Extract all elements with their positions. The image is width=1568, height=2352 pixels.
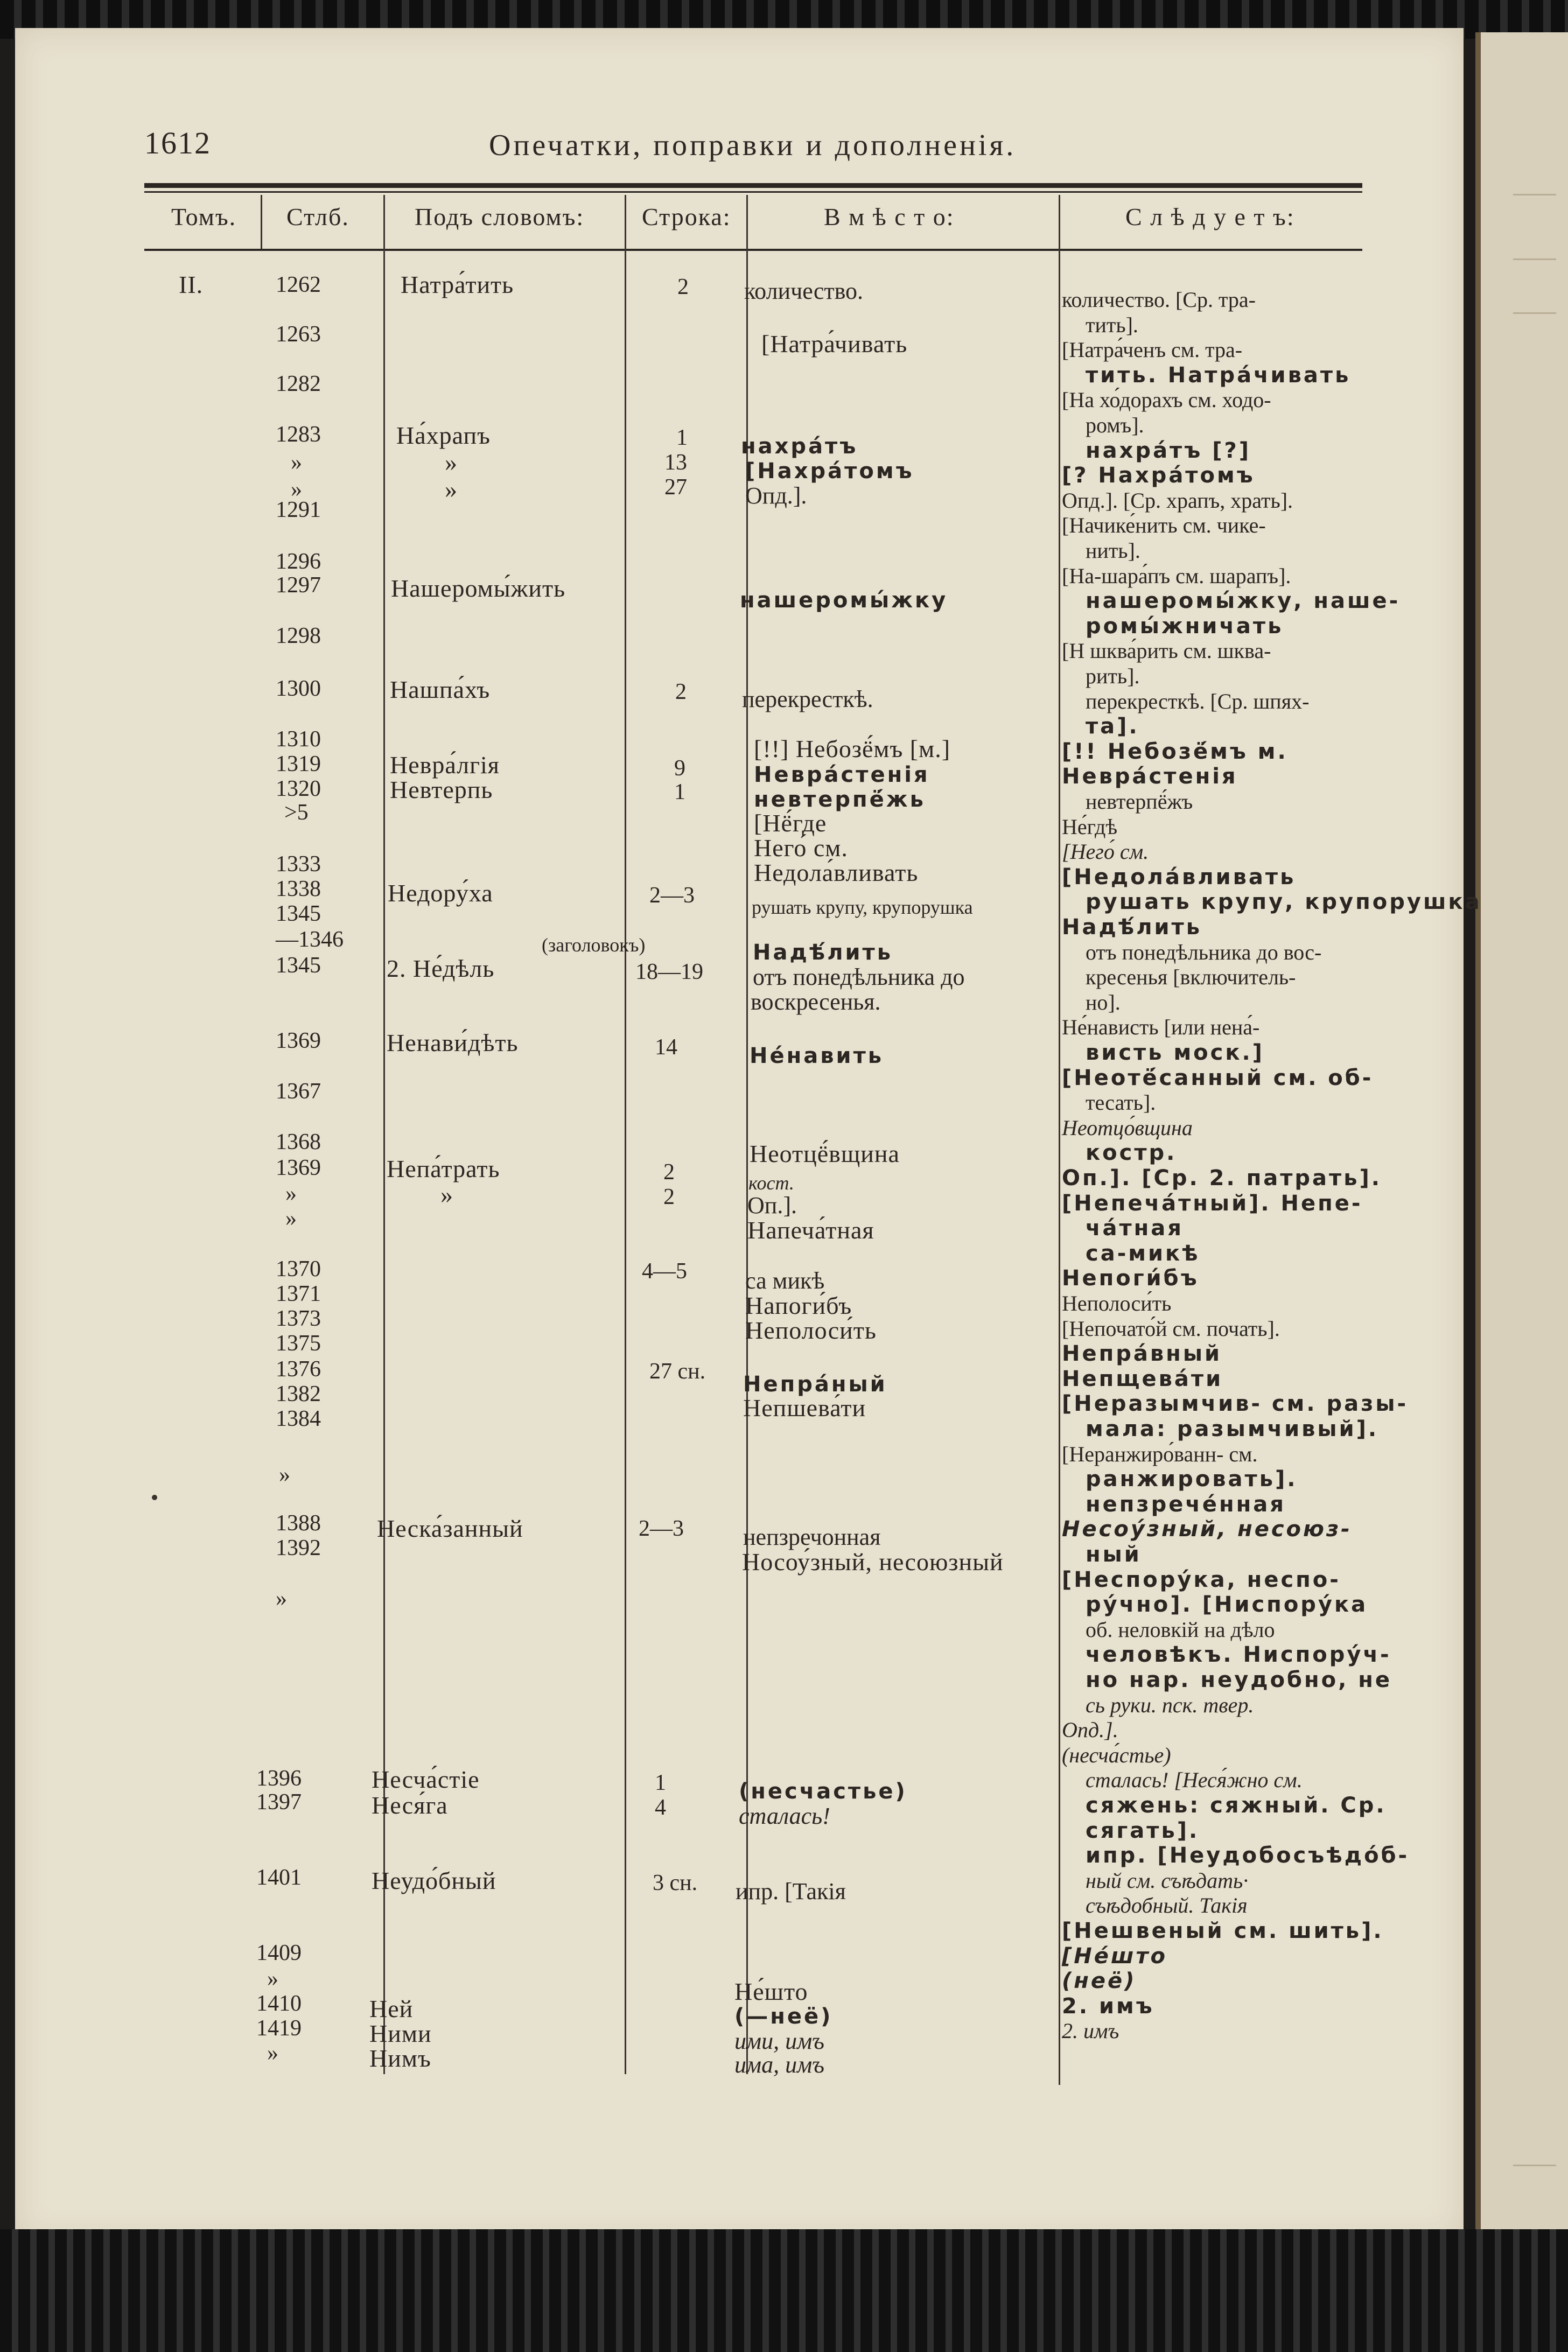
word-cell: Несча́стіе <box>372 1766 480 1793</box>
stlb-cell: 1368 <box>276 1130 321 1154</box>
should-be-line: об. неловкій на дѣло <box>1086 1618 1275 1642</box>
line-cell: 18—19 <box>635 960 703 984</box>
line-cell: 2—3 <box>639 1516 684 1541</box>
stlb-cell: 1382 <box>276 1382 321 1406</box>
instead-cell: рушать крупу, крупорушка <box>752 897 973 918</box>
line-cell: 2 <box>663 1160 675 1185</box>
should-be-line: [На-шара́пъ см. шарапъ]. <box>1062 564 1291 588</box>
should-be-line: ранжировать]. <box>1086 1467 1298 1492</box>
should-be-line: висть моск.] <box>1086 1040 1264 1065</box>
ink-dot <box>152 1495 157 1500</box>
should-be-line: са-микѣ <box>1086 1241 1200 1266</box>
line-cell: 4—5 <box>642 1259 687 1284</box>
should-be-line: костр. <box>1086 1140 1177 1165</box>
should-be-line: тить]. <box>1086 313 1138 337</box>
instead-cell: нашеромы́жку <box>740 588 948 613</box>
adjacent-page-edge <box>1475 32 1568 2240</box>
line-cell: 2 <box>663 1185 675 1209</box>
stlb-cell: 1373 <box>276 1306 321 1331</box>
stlb-cell: 1319 <box>276 752 321 776</box>
stlb-cell: 1375 <box>276 1331 321 1356</box>
instead-cell: невтерпё́жь <box>754 787 926 812</box>
stlb-cell: 1409 <box>256 1941 302 1965</box>
should-be-line: [Неотё́санный см. об- <box>1062 1066 1374 1090</box>
instead-cell: (—неё) <box>734 2004 833 2029</box>
stlb-cell: » <box>279 1462 290 1487</box>
should-be-line: нашеромы́жку, наше- <box>1086 589 1401 613</box>
word-cell: Неска́занный <box>377 1515 523 1542</box>
stlb-cell: 1376 <box>276 1357 321 1382</box>
stlb-cell: 1262 <box>276 272 321 297</box>
stlb-cell: 1345 <box>276 953 321 978</box>
stlb-cell: 1397 <box>256 1790 302 1815</box>
instead-cell: Не́навить <box>750 1044 884 1068</box>
stlb-cell: 1410 <box>256 1991 302 2016</box>
stlb-cell: 1392 <box>276 1536 321 1560</box>
should-be-line: (неё) <box>1062 1969 1137 1993</box>
should-be-line: ромы́жничать <box>1086 614 1284 639</box>
should-be-line: ча́тная <box>1086 1216 1184 1241</box>
should-be-line: [Неранжиро́ванн- см. <box>1062 1442 1258 1466</box>
column-divider <box>625 195 626 2074</box>
column-header-instead: В м ѣ с т о: <box>824 203 955 230</box>
instead-cell: количество. <box>744 278 864 304</box>
word-cell: Неудо́бный <box>372 1867 496 1894</box>
word-cell: » <box>445 449 458 476</box>
instead-cell: Напоги́бъ <box>745 1292 852 1319</box>
stlb-cell: —1346 <box>276 927 344 952</box>
column-header-stlb: Стлб. <box>286 203 349 230</box>
stlb-cell: » <box>291 477 302 502</box>
should-be-line: сягать]. <box>1086 1818 1200 1843</box>
line-cell: 2 <box>677 275 689 299</box>
word-cell: Ненави́дѣть <box>387 1029 519 1056</box>
word-cell: Непа́трать <box>387 1155 500 1182</box>
word-cell: На́храпъ <box>396 422 491 449</box>
should-be-line: [На хо́дорахъ см. ходо- <box>1062 388 1271 412</box>
instead-cell: [Натра́чивать <box>761 330 908 358</box>
column-divider <box>1059 195 1060 2085</box>
instead-cell: [Нахра́томъ <box>745 459 914 484</box>
should-be-line: невтерпё́жъ <box>1086 789 1193 814</box>
line-cell: 13 <box>664 450 687 475</box>
stlb-cell: » <box>267 2041 278 2066</box>
stlb-cell: 1291 <box>276 498 321 522</box>
word-cell: Натра́тить <box>401 271 514 298</box>
should-be-line: Неотцо́вщина <box>1062 1116 1193 1140</box>
line-cell: 4 <box>655 1795 666 1820</box>
instead-cell: Него́ см. <box>754 834 848 862</box>
word-cell: Невра́лгія <box>390 751 500 779</box>
instead-cell: непзречонная <box>743 1524 881 1550</box>
should-be-line: ромъ]. <box>1086 413 1144 437</box>
should-be-line: та]. <box>1086 714 1139 739</box>
should-be-line: рить]. <box>1086 664 1140 688</box>
page-header <box>144 125 1372 168</box>
should-be-line: Опд.]. [Ср. храпъ, храть]. <box>1062 488 1293 513</box>
column-header-line: Строка: <box>642 203 731 230</box>
instead-cell: ипр. [Такія <box>736 1878 846 1905</box>
stlb-cell: 1388 <box>276 1511 321 1536</box>
line-cell: 2 <box>675 680 687 704</box>
stlb-cell: 1370 <box>276 1257 321 1282</box>
should-be-line: ный см. съѣдать· <box>1086 1868 1249 1893</box>
scan-bottom-border <box>0 2229 1568 2352</box>
should-be-line: [!! Небозё́мъ м. <box>1062 739 1288 764</box>
should-be-line: рушать крупу, крупорушка <box>1086 890 1482 914</box>
instead-cell: Надѣ́лить <box>753 940 893 965</box>
should-be-line: Непоги́бъ <box>1062 1266 1199 1291</box>
line-cell: 27 сн. <box>649 1359 706 1384</box>
word-cell: Неся́га <box>372 1791 448 1819</box>
line-cell: 1 <box>676 425 688 450</box>
should-be-line: Надѣ́лить <box>1062 915 1202 940</box>
should-be-line: [Него́ см. <box>1062 839 1149 864</box>
word-cell: Невтерпь <box>390 776 493 803</box>
stlb-cell: 1369 <box>276 1028 321 1053</box>
instead-cell: кост. <box>748 1172 794 1194</box>
should-be-line: количество. [Ср. тра- <box>1062 288 1256 312</box>
column-divider <box>261 195 262 249</box>
should-be-line: [Неспору́ка, неспо- <box>1062 1567 1341 1592</box>
should-be-line: Не́гдѣ <box>1062 815 1118 839</box>
instead-cell: Непшева́ти <box>743 1394 866 1422</box>
should-be-line: Непщева́ти <box>1062 1367 1223 1391</box>
should-be-line: сь руки. пск. твер. <box>1086 1693 1254 1717</box>
should-be-line: сталась! [Неся́жно см. <box>1086 1768 1303 1792</box>
stlb-cell: 1283 <box>276 422 321 447</box>
stlb-cell: 1296 <box>276 549 321 574</box>
stlb-cell: 1367 <box>276 1079 321 1104</box>
stlb-cell: 1263 <box>276 322 321 347</box>
should-be-line: [? Нахра́томъ <box>1062 463 1255 488</box>
should-be-line: мала: разымчивый]. <box>1086 1417 1379 1441</box>
instead-cell: нахра́тъ <box>741 434 858 459</box>
stlb-cell: 1371 <box>276 1282 321 1306</box>
should-be-line: Непра́вный <box>1062 1341 1222 1366</box>
stlb-cell: 1320 <box>276 776 321 801</box>
stlb-cell: 1338 <box>276 877 321 901</box>
word-cell: » <box>445 475 458 503</box>
should-be-line: нить]. <box>1086 538 1140 563</box>
stlb-cell: » <box>276 1586 287 1611</box>
should-be-line: [Непочато́й см. почать]. <box>1062 1317 1280 1341</box>
instead-cell: ими, имъ <box>734 2028 824 2054</box>
header-rule-thin <box>144 191 1362 193</box>
stlb-cell: 1345 <box>276 901 321 926</box>
instead-cell: Напеча́тная <box>747 1216 874 1244</box>
line-cell: 1 <box>674 780 685 804</box>
page-number: 1612 <box>144 125 211 160</box>
should-be-line: тить. Натра́чивать <box>1086 363 1351 388</box>
heading-note: (заголовокъ) <box>542 934 646 956</box>
instead-cell: Неотцё́вщина <box>750 1140 900 1167</box>
should-be-line: сяжень: сяжный. Ср. <box>1086 1793 1387 1818</box>
should-be-line: Невра́стенія <box>1062 764 1238 789</box>
instead-cell: са микѣ <box>745 1268 825 1294</box>
instead-cell: (несчастье) <box>739 1779 907 1804</box>
word-cell: Ними <box>369 2020 432 2047</box>
should-be-line: ный <box>1086 1542 1142 1567</box>
instead-cell: отъ понедѣльника до <box>753 964 965 990</box>
should-be-line: тесать]. <box>1086 1090 1156 1115</box>
stlb-cell: » <box>267 1966 278 1991</box>
should-be-line: перекресткѣ. [Ср. шпях- <box>1086 689 1310 713</box>
word-cell: Ней <box>369 1995 414 2022</box>
should-be-line: (несча́стье) <box>1062 1743 1171 1767</box>
instead-cell: перекресткѣ. <box>742 686 873 712</box>
should-be-line: нахра́тъ [?] <box>1086 438 1251 463</box>
should-be-line: Несоу́зный, несоюз- <box>1062 1517 1352 1542</box>
should-be-line: человѣкъ. Ниспору́ч- <box>1086 1642 1391 1667</box>
word-cell: Нашпа́хъ <box>390 676 491 703</box>
instead-cell: Невра́стенія <box>754 762 930 787</box>
should-be-line: Опд.]. <box>1062 1718 1118 1742</box>
instead-cell: [Нё́где <box>754 809 827 837</box>
instead-cell: Оп.]. <box>747 1192 797 1219</box>
instead-cell: Недола́вливать <box>754 859 919 886</box>
stlb-cell: 1282 <box>276 372 321 396</box>
should-be-line: Неполоси́ть <box>1062 1291 1172 1315</box>
should-be-line: Не́нависть [или нена́- <box>1062 1015 1260 1039</box>
stlb-cell: 1297 <box>276 573 321 598</box>
stlb-cell: » <box>285 1181 297 1206</box>
word-cell: Нимъ <box>369 2045 431 2072</box>
stlb-cell: 1300 <box>276 676 321 701</box>
stlb-cell: 1396 <box>256 1766 302 1791</box>
instead-cell: [!!] Небозё́мъ [м.] <box>754 735 951 762</box>
column-header-rule <box>144 249 1362 251</box>
line-cell: 14 <box>655 1035 677 1060</box>
stlb-cell: 1401 <box>256 1865 302 1890</box>
word-cell: 2. Не́дѣль <box>387 955 495 982</box>
should-be-line: Оп.]. [Ср. 2. патрать]. <box>1062 1166 1382 1191</box>
word-cell: » <box>440 1181 453 1208</box>
line-cell: 3 сн. <box>653 1871 698 1895</box>
should-be-line: ипр. [Неудобосъѣдо́б- <box>1086 1843 1410 1868</box>
should-be-line: [Недола́вливать <box>1062 865 1296 890</box>
should-be-line: отъ понедѣльника до вос- <box>1086 940 1322 964</box>
should-be-line: кресенья [включитель- <box>1086 965 1296 989</box>
should-be-line: [Не́што <box>1062 1944 1168 1969</box>
should-be-line: [Натра́ченъ см. тра- <box>1062 338 1243 362</box>
line-cell: 9 <box>674 756 685 781</box>
header-rule-thick <box>144 183 1362 188</box>
stlb-cell: 1384 <box>276 1406 321 1431</box>
line-cell: 2—3 <box>649 883 695 908</box>
should-be-line: непзрече́нная <box>1086 1492 1286 1517</box>
stlb-cell: 1333 <box>276 852 321 877</box>
stlb-cell: » <box>285 1206 297 1231</box>
word-cell: Недору́ха <box>388 879 493 907</box>
volume-number: II. <box>179 271 204 298</box>
should-be-line: но нар. неудобно, не <box>1086 1668 1392 1692</box>
should-be-line: [Н шква́рить см. шква- <box>1062 639 1271 663</box>
column-header-tom: Томъ. <box>171 203 237 230</box>
instead-cell: Не́што <box>734 1978 808 2005</box>
instead-cell: Носоу́зный, несоюзный <box>742 1548 1004 1576</box>
instead-cell: Непра́ный <box>743 1372 887 1397</box>
instead-cell: има, имъ <box>734 2052 824 2078</box>
instead-cell: Опд.]. <box>745 482 807 509</box>
stlb-cell: 1369 <box>276 1156 321 1180</box>
stlb-cell: 1310 <box>276 727 321 752</box>
line-cell: 27 <box>664 475 687 500</box>
should-be-line: [Непеча́тный]. Непе- <box>1062 1191 1363 1216</box>
stlb-cell: 1298 <box>276 624 321 648</box>
should-be-line: [Начике́нить см. чике- <box>1062 513 1266 537</box>
stlb-cell: » <box>291 450 302 475</box>
should-be-line: [Нешвеный см. шить]. <box>1062 1919 1384 1943</box>
column-header-should-be: С л ѣ д у е т ъ: <box>1125 203 1295 230</box>
line-cell: 1 <box>655 1770 666 1795</box>
instead-cell: сталась! <box>739 1803 830 1829</box>
instead-cell: Неполоси́ть <box>745 1317 877 1344</box>
should-be-line: съѣдобный. Такія <box>1086 1893 1248 1917</box>
stlb-cell: >5 <box>284 800 309 825</box>
should-be-line: ру́чно]. [Ниспору́ка <box>1086 1592 1368 1617</box>
running-title: Опечатки, поправки и дополненія. <box>489 129 1017 162</box>
should-be-line: 2. имъ <box>1062 1994 1154 2019</box>
should-be-line: [Неразымчив- см. разы- <box>1062 1391 1409 1416</box>
should-be-line: 2. имъ <box>1062 2019 1119 2043</box>
instead-cell: воскресенья. <box>751 989 881 1015</box>
column-header-word: Подъ словомъ: <box>415 203 585 230</box>
should-be-line: но]. <box>1086 990 1121 1014</box>
word-cell: Нашеромы́жить <box>391 575 566 602</box>
stlb-cell: 1419 <box>256 2016 302 2041</box>
